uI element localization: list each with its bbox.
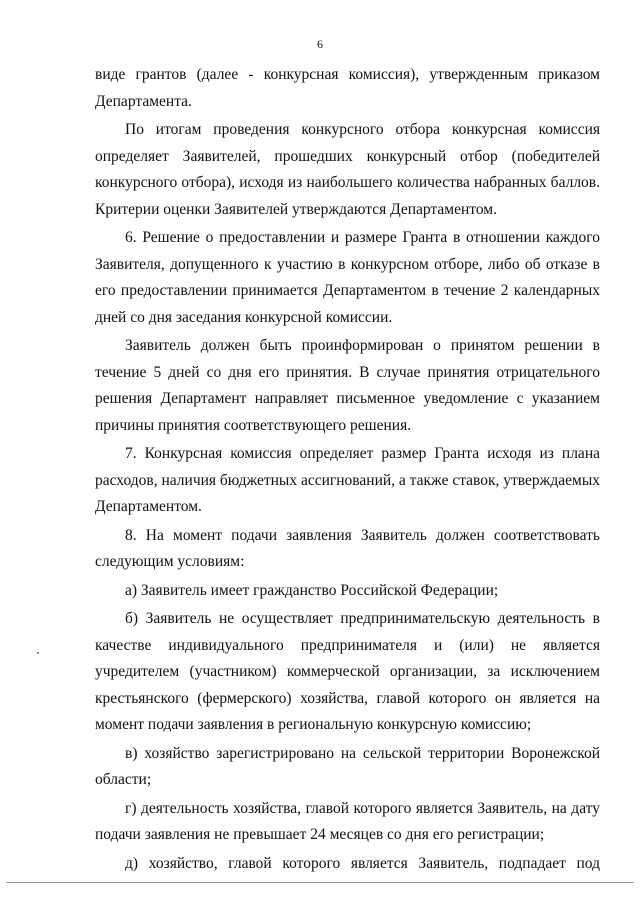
paragraph-selection-results: По итогам проведения конкурсного отбора конкурсная комиссия определяет Заявителей, прошедших конкурсный отбор (победителей конкурсного отбора), исходя из наибольшего количества набранных баллов. Критерии оценки Заявителей утверждаются Департаментом. — [95, 121, 600, 218]
paragraph-continuation: виде грантов (далее - конкурсная комиссия), утвержденным приказом Департамента. — [95, 66, 600, 110]
list-item-8-v: в) хозяйство зарегистрировано на сельской территории Воронежской области; — [95, 744, 600, 788]
paragraph-item-6: 6. Решение о предоставлении и размере Гранта в отношении каждого Заявителя, допущенного к участию в конкурсном отборе, либо об отказе в его предоставлении принимается Департаментом в течение 2 календарных дней со дня заседания конкурсной комиссии. — [95, 229, 600, 326]
page-bottom-rule — [6, 882, 634, 883]
list-item-8-d: д) хозяйство, главой которого является Заявитель, подпадает под — [125, 854, 600, 872]
paragraph-item-8: 8. На момент подачи заявления Заявитель должен соответствовать следующим условиям: — [95, 526, 600, 570]
list-item-8-g: г) деятельность хозяйства, главой которого является Заявитель, на дату подачи заявления не превышает 24 месяцев со дня его регистрации; — [95, 799, 600, 843]
list-item-8-a: а) Заявитель имеет гражданство Российской Федерации; — [125, 581, 499, 599]
list-item-8-b: б) Заявитель не осуществляет предпринимательскую деятельность в качестве индивидуального предпринимателя и (или) не является учредителем (участником) коммерческой организации, за исключением крестьянского (фермерского) хозяйства, главой которого он является на момент подачи заявления в региональную конкурсную комиссию; — [95, 610, 600, 733]
scan-speck — [37, 652, 39, 654]
document-body — [95, 62, 600, 877]
paragraph-item-7: 7. Конкурсная комиссия определяет размер Гранта исходя из плана расходов, наличия бюджетных ассигнований, а также ставок, утверждаемых Департаментом. — [95, 445, 600, 515]
paragraph-notification: Заявитель должен быть проинформирован о принятом решении в течение 5 дней со дня его принятия. В случае принятия отрицательного решения Департамент направляет письменное уведомление с указанием причины принятия соответствующего решения. — [95, 337, 600, 434]
page-number: 6 — [317, 37, 323, 51]
